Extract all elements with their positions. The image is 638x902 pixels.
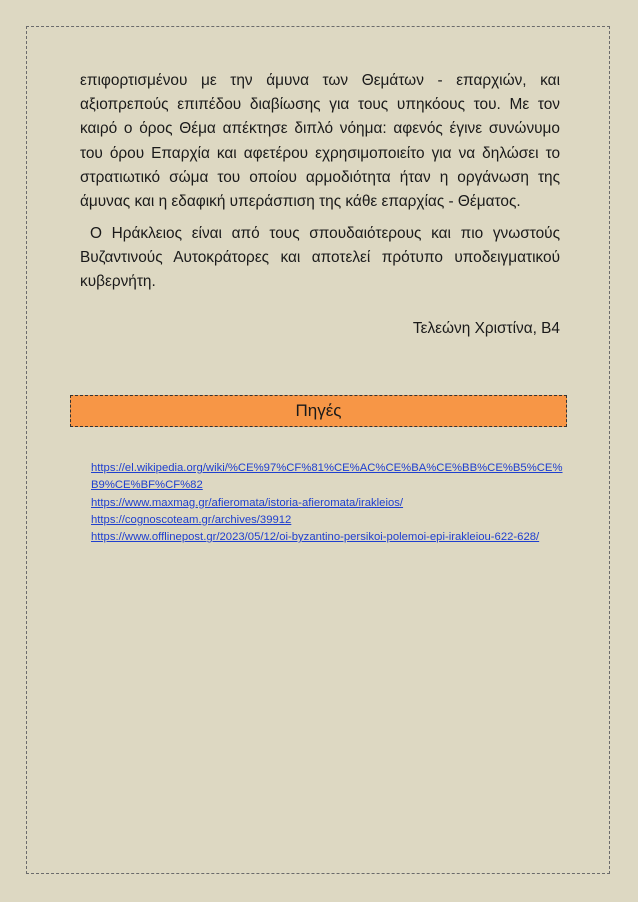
- body-paragraph-2: Ο Ηράκλειος είναι από τους σπουδαιότερους και πιο γνωστούς Βυζαντινούς Αυτοκράτορες και αποτελεί πρότυπο υποδειγματικού κυβερνήτη.: [80, 225, 560, 291]
- sources-heading-bar: [70, 395, 567, 427]
- source-link-wikipedia[interactable]: https://el.wikipedia.org/wiki/%CE%97%CF%81%CE%AC%CE%BA%CE%BB%CE%B5%CE%B9%CE%BF%CF%82: [91, 462, 563, 492]
- sources-title: Πηγές: [295, 401, 342, 420]
- author-signature: Τελεώνη Χριστίνα, Β4: [412, 320, 560, 337]
- source-link-offlinepost[interactable]: https://www.offlinepost.gr/2023/05/12/oi-byzantino-persikoi-polemoi-epi-irakleiou-622-628/: [91, 531, 540, 544]
- sources-list: [91, 460, 563, 546]
- source-link-cognoscoteam[interactable]: https://cognoscoteam.gr/archives/39912: [91, 513, 292, 526]
- source-link-maxmag[interactable]: https://www.maxmag.gr/afieromata/istoria-afieromata/irakleios/: [91, 496, 404, 509]
- body-paragraph-1: επιφορτισμένου με την άμυνα των Θεμάτων - επαρχιών, και αξιοπρεπούς επιπέδου διαβίωσης για τους υπηκόους του. Με τον καιρό ο όρος Θέμα απέκτησε διπλό νόημα: αφενός έγινε συνώνυμο του όρου Επαρχία και αφετέρου εχρησιμοποιείτο για να δηλώσει το στρατιωτικό σώμα του οποίου αρμοδιότητα ήταν η οργάνωση της άμυνας και η εδαφική υπεράσπιση της κάθε επαρχίας - Θέματος.: [80, 72, 560, 211]
